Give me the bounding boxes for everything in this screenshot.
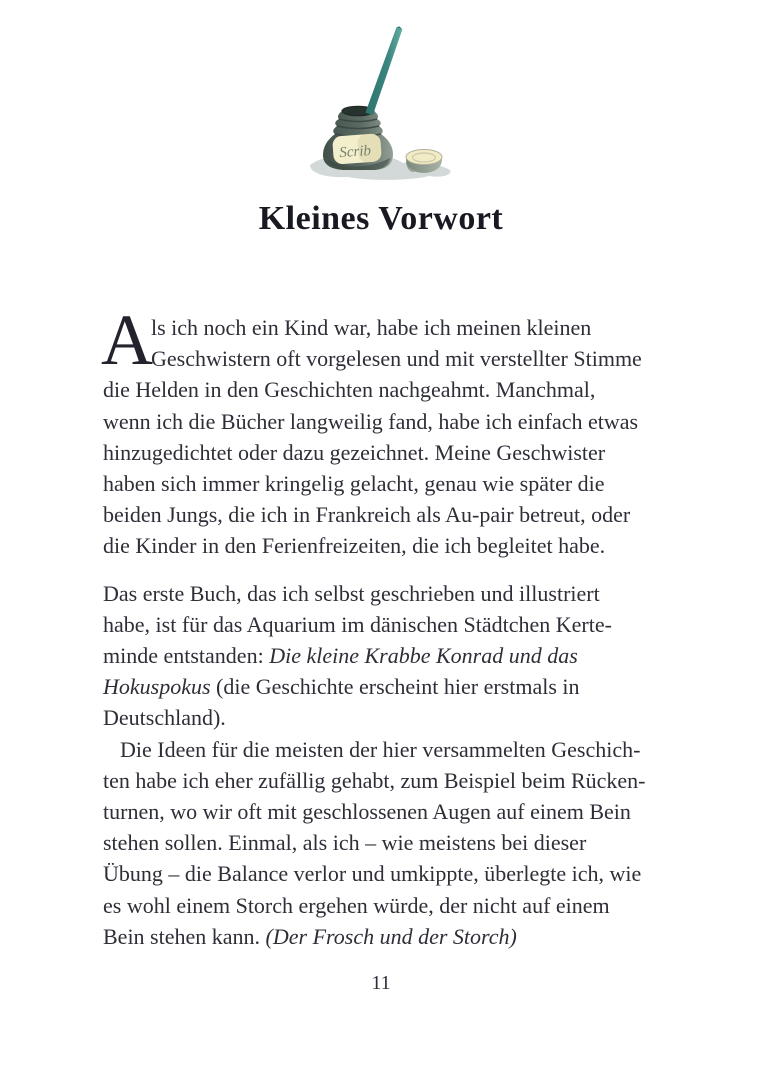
- page-number: 11: [371, 972, 391, 994]
- text-line: haben sich immer kringelig gelacht, genau wie später die: [103, 471, 605, 497]
- text-line: Geschwistern oft vorgelesen und mit verstellter Stimme: [151, 346, 642, 372]
- text-line: Übung – die Balance verlor und umkippte, überlegte ich, wie: [103, 861, 642, 887]
- paragraph: [101, 300, 703, 562]
- paragraph: [103, 734, 703, 952]
- ink-pot-illustration: [300, 26, 460, 184]
- text-line: Deutschland).: [103, 705, 226, 731]
- text-line: hinzugedichtet oder dazu gezeichnet. Meine Geschwister: [103, 439, 606, 465]
- text-line: Die Ideen für die meisten der hier versammelten Geschich-: [120, 736, 641, 762]
- text-line: stehen sollen. Einmal, als ich – wie meistens bei dieser: [103, 830, 587, 856]
- drop-cap: A: [101, 300, 153, 380]
- text-line: Das erste Buch, das ich selbst geschrieben und illustriert: [103, 580, 600, 606]
- text-line: ten habe ich eher zufällig gehabt, zum Beispiel beim Rücken-: [103, 767, 646, 793]
- text-line: wenn ich die Bücher langweilig fand, habe ich einfach etwas: [103, 408, 639, 434]
- chapter-title: Kleines Vorwort: [258, 200, 504, 237]
- text-line: es wohl einem Storch ergehen würde, der nicht auf einem: [103, 892, 610, 918]
- text-line: minde entstanden: Die kleine Krabbe Konrad und das: [103, 643, 578, 669]
- text-line: turnen, wo wir oft mit geschlossenen Augen auf einem Bein: [103, 799, 631, 825]
- text-line: die Kinder in den Ferienfreizeiten, die ich begleitet habe.: [103, 533, 606, 559]
- ink-pot-label: [332, 133, 382, 164]
- text-line: Bein stehen kann. (Der Frosch und der Storch): [103, 923, 517, 949]
- text-line: beiden Jungs, die ich in Frankreich als Au-pair betreut, oder: [103, 502, 631, 528]
- text-line: ls ich noch ein Kind war, habe ich meinen kleinen: [151, 315, 592, 340]
- text-line: Hokuspokus (die Geschichte erscheint hier erstmals in: [103, 674, 580, 700]
- ink-cap: [406, 150, 442, 174]
- text-line: habe, ist für das Aquarium im dänischen Städtchen Kerte-: [103, 611, 612, 637]
- pen-icon: [365, 26, 402, 115]
- ink-pot-label-text: Scrib: [338, 142, 372, 162]
- ink-pot: [323, 106, 393, 170]
- text-line: die Helden in den Geschichten nachgeahmt. Manchmal,: [103, 377, 596, 403]
- body-text: [101, 300, 703, 952]
- paragraph: [103, 578, 703, 734]
